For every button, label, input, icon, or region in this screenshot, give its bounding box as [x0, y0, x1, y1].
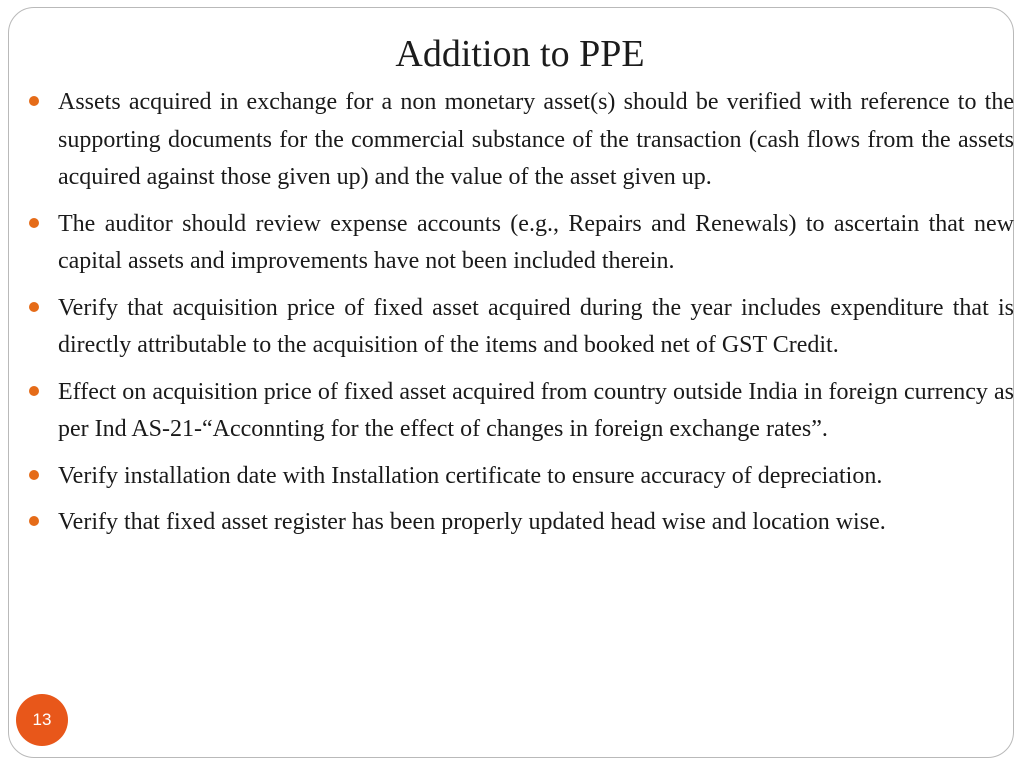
- bullet-dot-icon: [29, 386, 39, 396]
- bullet-dot-icon: [29, 218, 39, 228]
- slide-title: Addition to PPE: [395, 33, 645, 75]
- bullet-item: [0, 206, 1024, 281]
- bullet-item: [0, 504, 1024, 542]
- bullet-item: [0, 458, 1024, 496]
- bullet-dot-icon: [29, 516, 39, 526]
- bullet-item: [0, 290, 1024, 365]
- page-number-badge: 13: [16, 694, 68, 746]
- bullet-item: [0, 374, 1024, 449]
- bullet-item: [0, 84, 1024, 197]
- bullet-dot-icon: [29, 470, 39, 480]
- bullet-dot-icon: [29, 302, 39, 312]
- bullet-dot-icon: [29, 96, 39, 106]
- bullet-text: Verify that fixed asset register has been properly updated head wise and location wise.: [58, 509, 886, 535]
- bullet-text: Effect on acquisition price of fixed asset acquired from country outside India in foreign currency as per Ind AS-21-“Acconnting for the effect of changes in foreign exchange rates”.: [58, 378, 1014, 442]
- bullet-text: The auditor should review expense accounts (e.g., Repairs and Renewals) to ascertain that new capital assets and improvements have not been included therein.: [58, 210, 1014, 274]
- bullet-text: Verify that acquisition price of fixed asset acquired during the year includes expenditure that is directly attributable to the acquisition of the items and booked net of GST Credit.: [58, 294, 1014, 358]
- bullet-text: Verify installation date with Installation certificate to ensure accuracy of depreciation.: [58, 462, 883, 489]
- bullet-list: [0, 84, 1024, 551]
- bullet-text: Assets acquired in exchange for a non monetary asset(s) should be verified with reference to the supporting documents for the commercial substance of the transaction (cash flows from the assets acquired against those given up) and the value of the asset given up.: [58, 89, 1014, 190]
